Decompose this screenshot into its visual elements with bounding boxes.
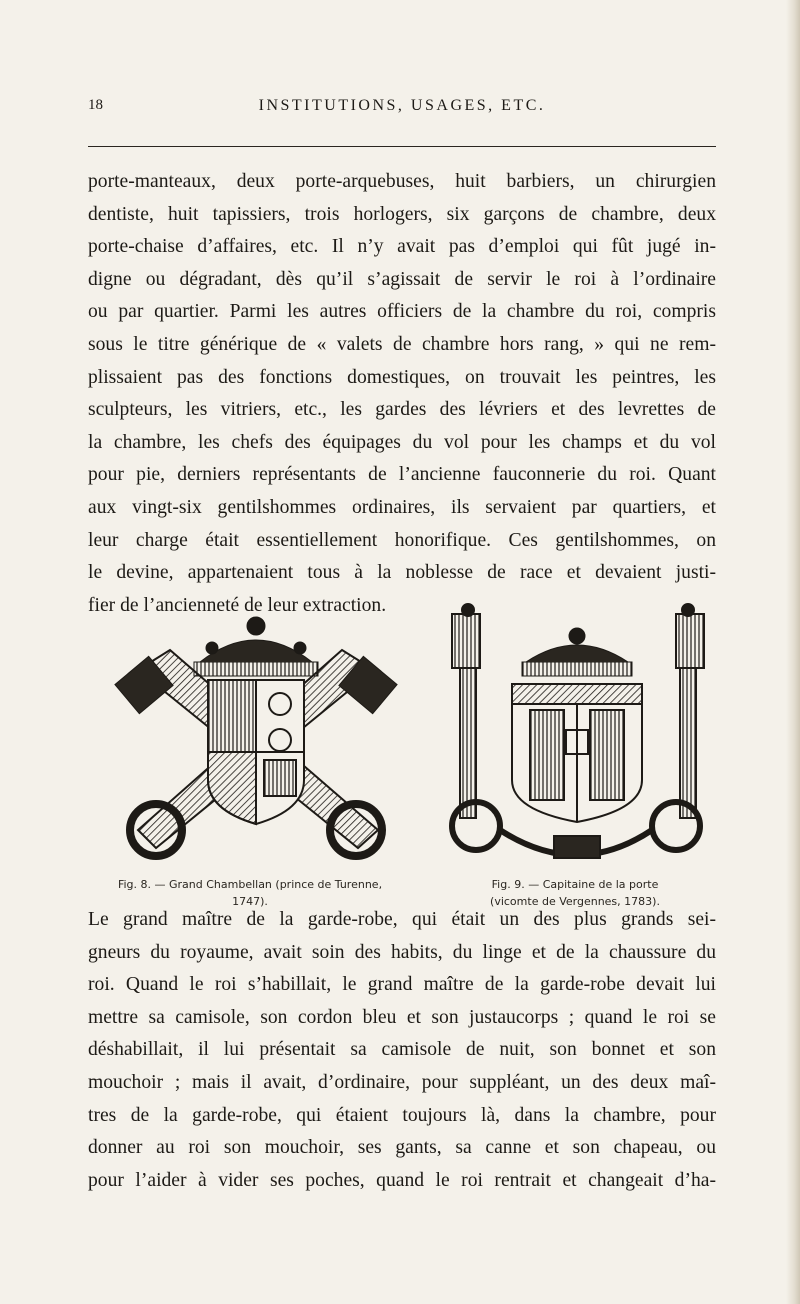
text-line: gneurs du royaume, avait soin des habits, du linge et de la chaussure du [88, 941, 716, 963]
crown [194, 617, 318, 676]
figure-9-coat-of-arms [430, 600, 720, 870]
text-line: digne ou dégradant, dès qu’il s’agissait de servir le roi à l’ordinaire [88, 268, 716, 290]
running-title: INSTITUTIONS, USAGES, ETC. [258, 97, 546, 114]
paragraph-2 [88, 904, 716, 1197]
header-rule [88, 146, 716, 147]
shield [512, 684, 642, 822]
text-line: déshabillait, il lui présentait sa camisole de nuit, son bonnet et son [88, 1039, 716, 1061]
text-line: pour l’aider à vider ses poches, quand le roi rentrait et changeait d’ha- [88, 1169, 716, 1191]
text-line: pour pie, derniers représentants de l’ancienne fauconnerie du roi. Quant [88, 464, 716, 486]
text-line: plissaient pas des fonctions domestiques, on trouvait les peintres, les [88, 366, 716, 388]
text-line: mouchoir ; mais il avait, d’ordinaire, pour suppléant, un des deux maî- [88, 1071, 716, 1093]
text-line: ou par quartier. Parmi les autres officiers de la chambre du roi, compris [88, 301, 716, 323]
text-line: roi. Quand le roi s’habillait, le grand maître de la garde-robe devait lui [88, 974, 716, 996]
text-line: sculpteurs, les vitriers, etc., les gardes des lévriers et des levrettes de [88, 399, 716, 421]
text-line: mettre sa camisole, son cordon bleu et son justaucorps ; quand le roi se [88, 1006, 716, 1028]
shield [208, 680, 304, 824]
text-line: sous le titre générique de « valets de chambre hors rang, » qui ne rem- [88, 333, 716, 355]
right-pillar [676, 604, 704, 818]
coat-of-arms-illustration [430, 600, 720, 870]
text-line: aux vingt-six gentilshommes ordinaires, ils servaient par quartiers, et [88, 496, 716, 518]
coat-of-arms-illustration [108, 600, 404, 870]
text-line: tres de la garde-robe, qui étaient toujours là, dans la chambre, pour [88, 1104, 716, 1126]
running-head [88, 97, 716, 121]
caption-line: 1747). [232, 895, 268, 908]
text-line: porte-chaise d’affaires, etc. Il n’y avait pas d’emploi qui fût jugé in- [88, 236, 716, 258]
caption-line: (vicomte de Vergennes, 1783). [490, 895, 660, 908]
text-line: Le grand maître de la garde-robe, qui était un des plus grands sei- [88, 909, 716, 930]
text-line: le devine, appartenaient tous à la noblesse de race et devaient justi- [88, 562, 716, 584]
text-line: porte-manteaux, deux porte-arquebuses, huit barbiers, un chirurgien [88, 171, 716, 192]
page-number: 18 [88, 97, 103, 113]
caption-line: Fig. 8. — Grand Chambellan (prince de Turenne, [117, 878, 383, 891]
left-pillar [452, 604, 480, 818]
text-line: fier de l’ancienneté de leur extraction. [88, 594, 387, 616]
figure-8-coat-of-arms [108, 600, 404, 870]
page-edge [786, 0, 800, 1304]
text-line: leur charge était essentiellement honorifique. Ces gentilshommes, on [88, 529, 716, 551]
paragraph-1 [88, 166, 716, 622]
caption-line: Fig. 9. — Capitaine de la porte [491, 878, 659, 891]
crown [522, 628, 632, 676]
text-line: dentiste, huit tapissiers, trois horlogers, six garçons de chambre, deux [88, 203, 716, 225]
text-line: donner au roi son mouchoir, ses gants, sa canne et son chapeau, ou [88, 1137, 716, 1159]
text-line: la chambre, les chefs des équipages du vol pour les champs et du vol [88, 431, 716, 453]
